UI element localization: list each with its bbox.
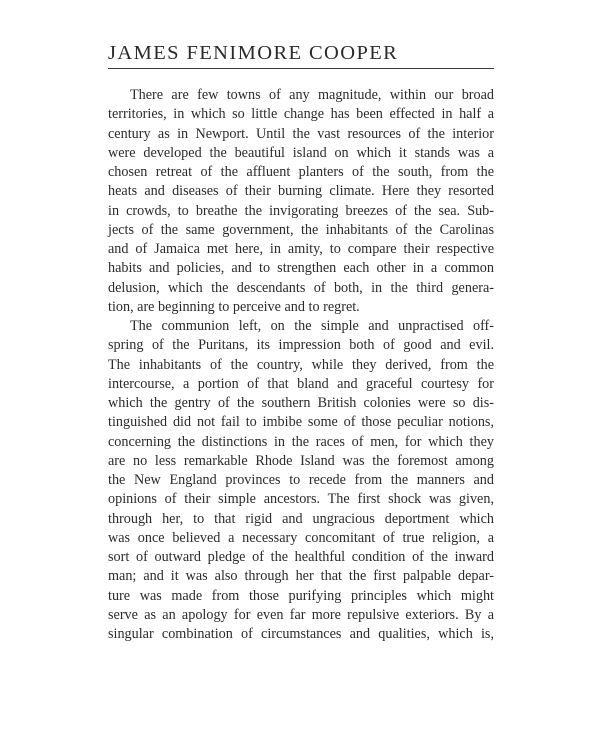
text-line: which the gentry of the southern British colonies were so dis- xyxy=(108,395,494,411)
text-line: habits and policies, and to strengthen each other in a common xyxy=(108,260,494,277)
text-line: ture was made from those purifying principles which might xyxy=(108,587,494,604)
text-line: was once believed a necessary concomitant of true religion, a xyxy=(108,529,494,546)
text-line: spring of the Puritans, its impression both of good and evil. xyxy=(108,337,494,354)
text-line: intercourse, a portion of that bland and graceful courtesy for xyxy=(108,375,494,392)
text-line: delusion, which the descendants of both, in the third genera- xyxy=(108,279,494,296)
text-line: singular combination of circumstances and qualities, which is, xyxy=(108,626,494,642)
text-line: sort of outward pledge of the healthful condition of the inward xyxy=(108,549,494,565)
text-line: heats and diseases of their burning climate. Here they resorted xyxy=(108,183,494,200)
text-line: The inhabitants of the country, while they derived, from the xyxy=(108,356,494,373)
text-line: There are few towns of any magnitude, within our broad xyxy=(130,87,494,103)
running-head-author: JAMES FENIMORE COOPER xyxy=(108,42,399,64)
header-rule xyxy=(108,68,494,69)
text-line: concerning the distinctions in the races of men, for which they xyxy=(108,433,494,450)
text-line: and of Jamaica met here, in amity, to compare their respective xyxy=(108,241,494,257)
text-line: are no less remarkable Rhode Island was the foremost among xyxy=(108,452,494,469)
text-line: tion, are beginning to perceive and to regret. xyxy=(108,298,360,315)
text-line: in crowds, to breathe the invigorating breezes of the sea. Sub- xyxy=(108,202,494,219)
text-line: tinguished did not fail to imbibe some of those peculiar notions, xyxy=(108,414,494,431)
body-text xyxy=(108,86,494,644)
text-line: the New England provinces to recede from the manners and xyxy=(108,472,494,488)
paragraph-1 xyxy=(108,86,494,317)
text-line: century as in Newport. Until the vast resources of the interior xyxy=(108,125,494,142)
text-line: through her, to that rigid and ungracious deportment which xyxy=(108,510,494,527)
text-line: The communion left, on the simple and unpractised off- xyxy=(130,318,494,334)
text-line: chosen retreat of the affluent planters of the south, from the xyxy=(108,164,494,180)
paragraph-2 xyxy=(108,317,494,644)
text-line: jects of the same government, the inhabitants of the Carolinas xyxy=(108,221,494,238)
text-line: were developed the beautiful island on which it stands was a xyxy=(108,144,494,161)
text-line: territories, in which so little change has been effected in half a xyxy=(108,106,494,123)
text-line: opinions of their simple ancestors. The first shock was given, xyxy=(108,491,494,508)
text-line: serve as an apology for even far more repulsive exteriors. By a xyxy=(108,606,494,623)
text-line: man; and it was also through her that the first palpable depar- xyxy=(108,568,494,585)
